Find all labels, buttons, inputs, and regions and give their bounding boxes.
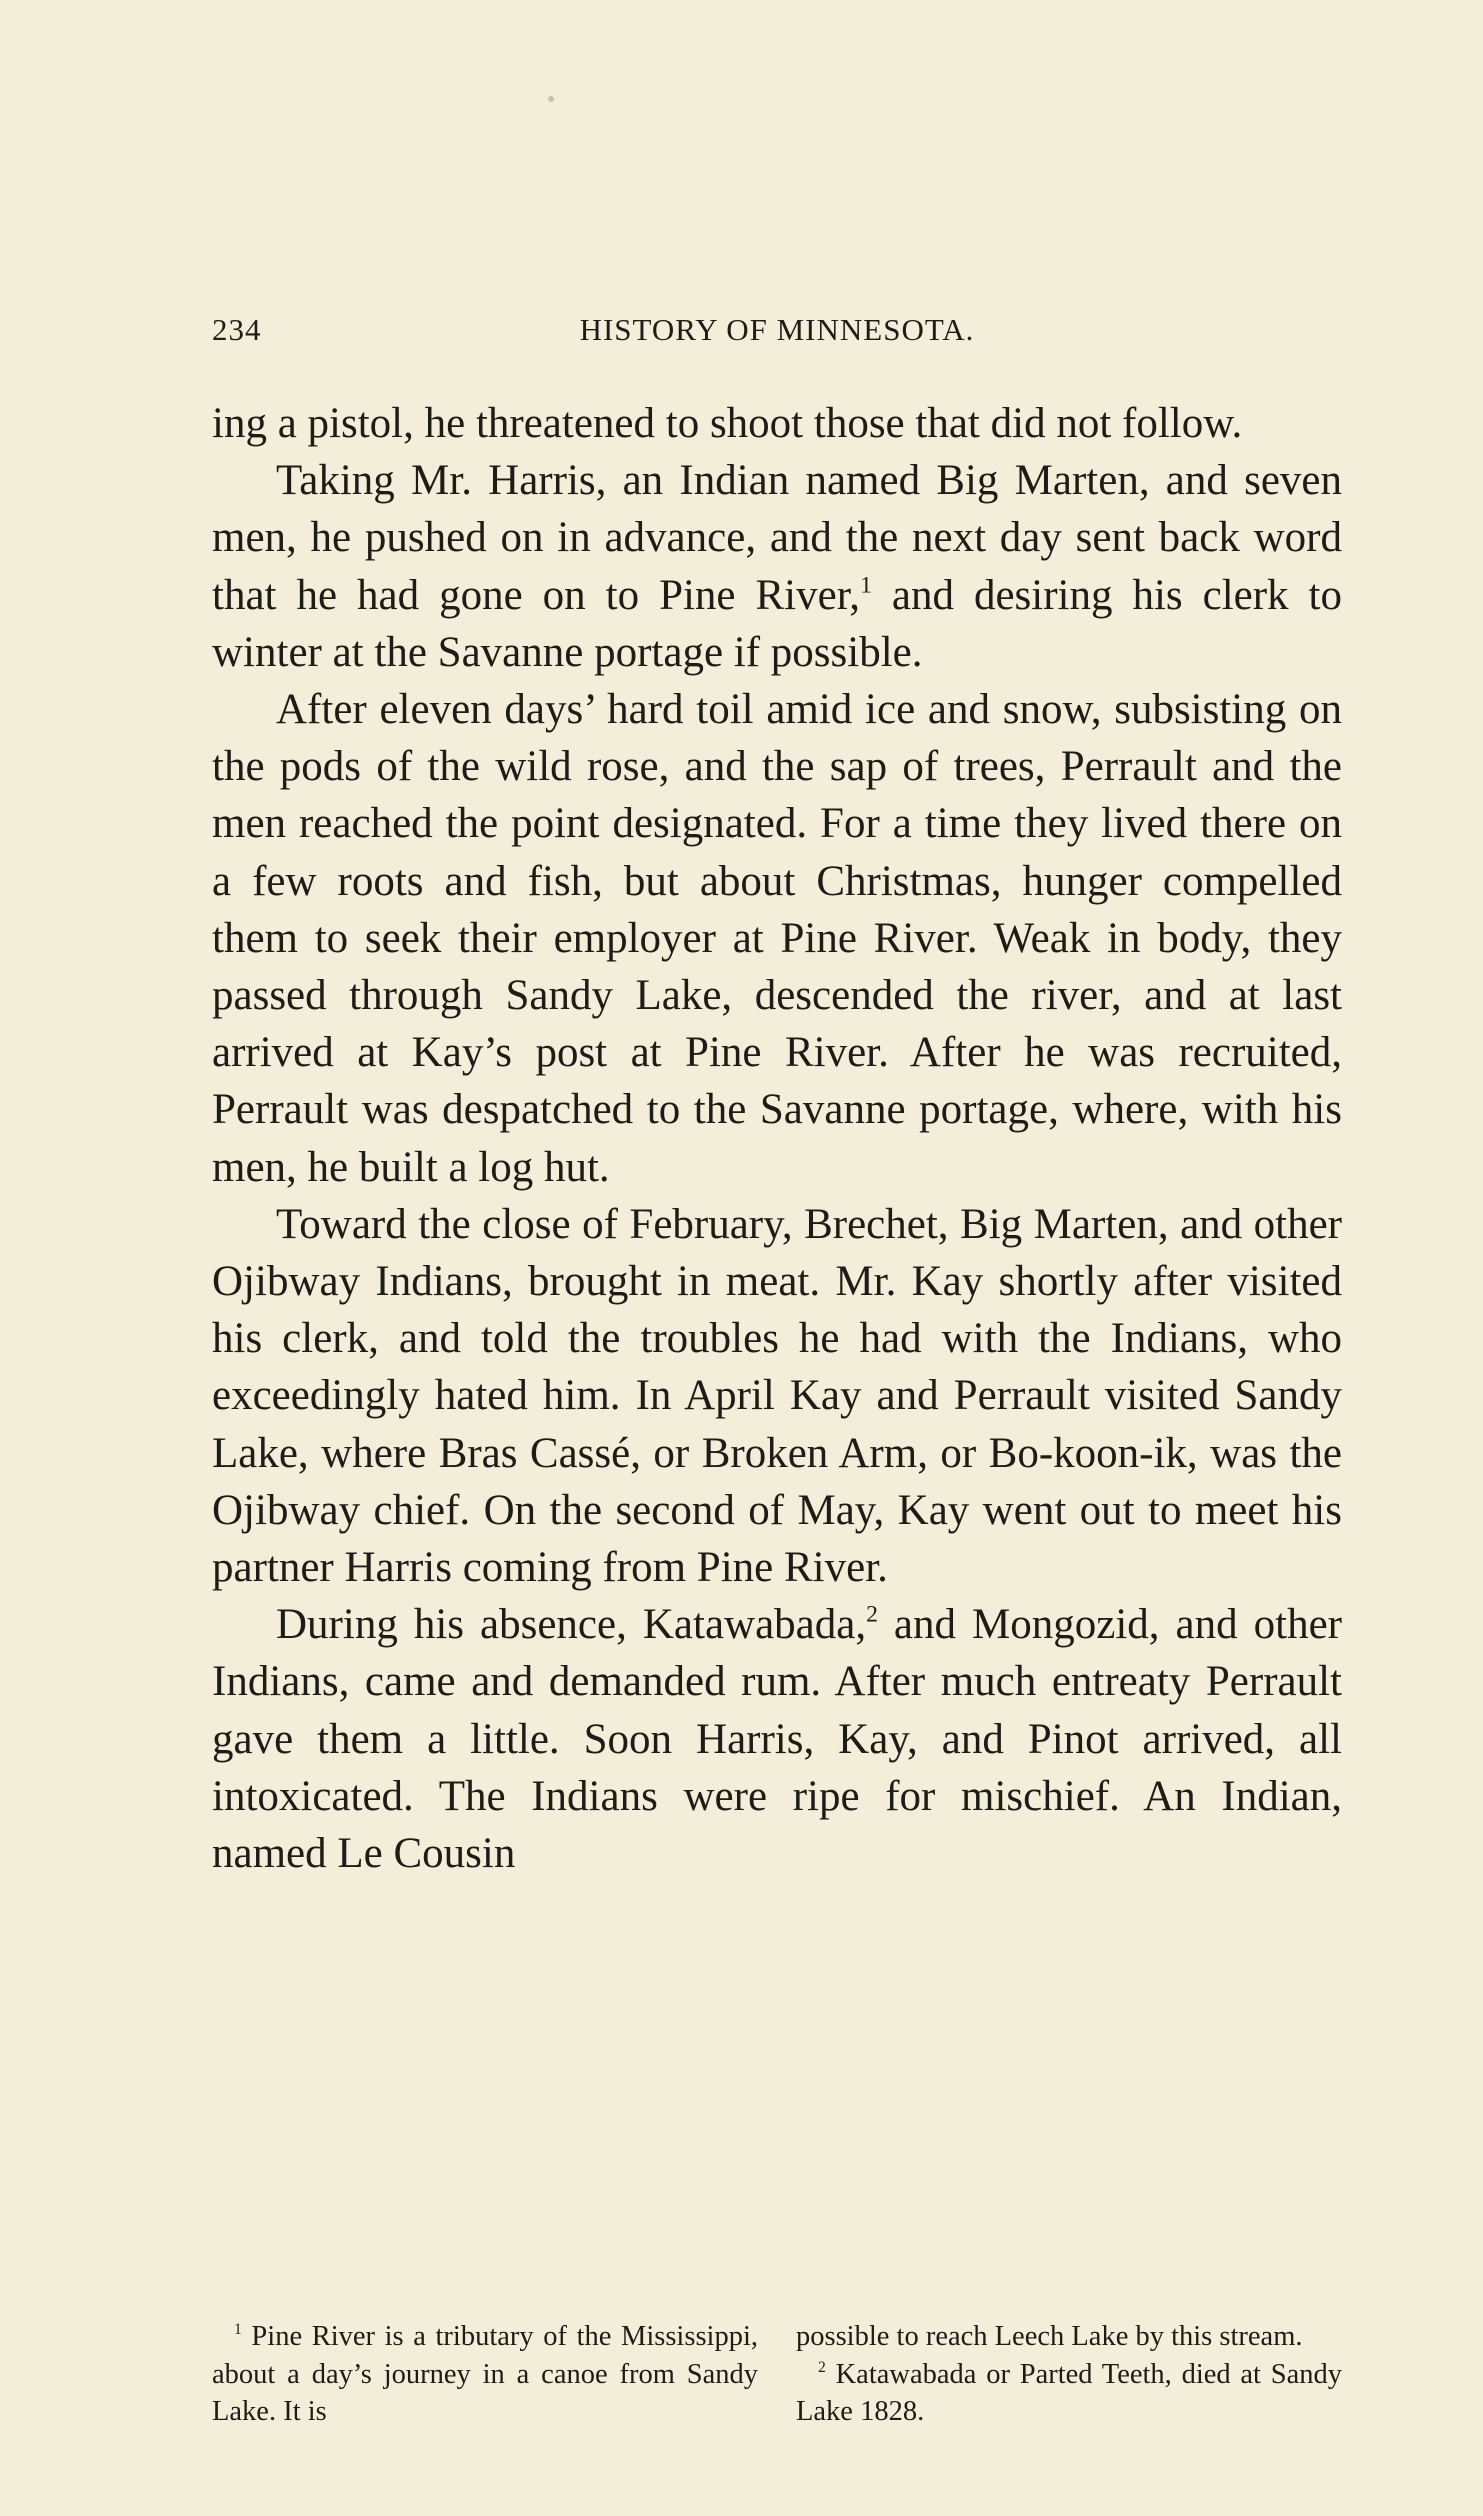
text-run: possible to reach Leech Lake by this stream. — [796, 2321, 1303, 2352]
footnote-reference: 1 — [860, 572, 872, 599]
footnote-reference: 2 — [866, 1601, 878, 1628]
paper-speck — [548, 96, 554, 102]
footnote-reference: 2 — [818, 2358, 826, 2376]
text-run: Taking Mr. Harris, an Indian named Big Marten, and seven men, he pushed on in advance, and the next day sent back word that he had gone on to Pine River, — [212, 457, 1342, 619]
page-number: 234 — [212, 312, 262, 347]
paragraph-5 — [212, 1596, 1342, 1882]
text-run: After eleven days’ hard toil amid ice and snow, subsisting on the pods of the wild rose, and the sap of trees, Perrault and the men reached the point designated. For a time they lived there on a few roots and fish, but about Christmas, hunger compelled them to seek their employer at Pine River. Weak in body, they passed through Sandy Lake, descended the river, and at last arrived at Kay’s post at Pine River. After he was recruited, Perrault was despatched to the Savanne portage, where, with his men, he built a log hut. — [212, 686, 1342, 1191]
text-run: ing a pistol, he threatened to shoot those that did not follow. — [212, 400, 1243, 447]
running-title: HISTORY OF MINNESOTA. — [579, 312, 975, 347]
footnote-column-right — [796, 2318, 1342, 2431]
paragraph-4 — [212, 1196, 1342, 1596]
footnote-right-1 — [796, 2318, 1342, 2356]
body-text — [212, 395, 1342, 1882]
running-header — [212, 312, 1342, 362]
text-run: and desiring his clerk to winter at the Savanne portage if possible. — [212, 571, 1342, 676]
footnote-column-left — [212, 2318, 758, 2431]
text-run: Toward the close of February, Brechet, Big Marten, and other Ojibway Indians, brought in meat. Mr. Kay shortly after visited his clerk, and told the troubles he had with the Indians, who exceedingly hated him. In April Kay and Perrault visited Sandy Lake, where Bras Cassé, or Broken Arm, or Bo-koon-ik, was the Ojibway chief. On the second of May, Kay went out to meet his partner Harris coming from Pine River. — [212, 1200, 1342, 1592]
footnote-left-1 — [212, 2318, 758, 2431]
text-run: Katawabada or Parted Teeth, died at Sandy Lake 1828. — [796, 2358, 1342, 2427]
text-run: and Mongozid, and other Indians, came and demanded rum. After much entreaty Perrault gave them a little. Soon Harris, Kay, and Pinot arrived, all intoxicated. The Indians were ripe for mischief. An Indian, named Le Cousin — [212, 1601, 1342, 1878]
paragraph-2 — [212, 452, 1342, 681]
paragraph-3 — [212, 681, 1342, 1196]
text-run: During his absence, Katawabada, — [276, 1601, 867, 1649]
footnote-right-2 — [796, 2356, 1342, 2431]
footnote-reference: 1 — [234, 2321, 242, 2339]
paragraph-1 — [212, 395, 1342, 452]
text-run: Pine River is a tributary of the Mississippi, about a day’s journey in a canoe from Sandy Lake. It is — [212, 2321, 758, 2427]
